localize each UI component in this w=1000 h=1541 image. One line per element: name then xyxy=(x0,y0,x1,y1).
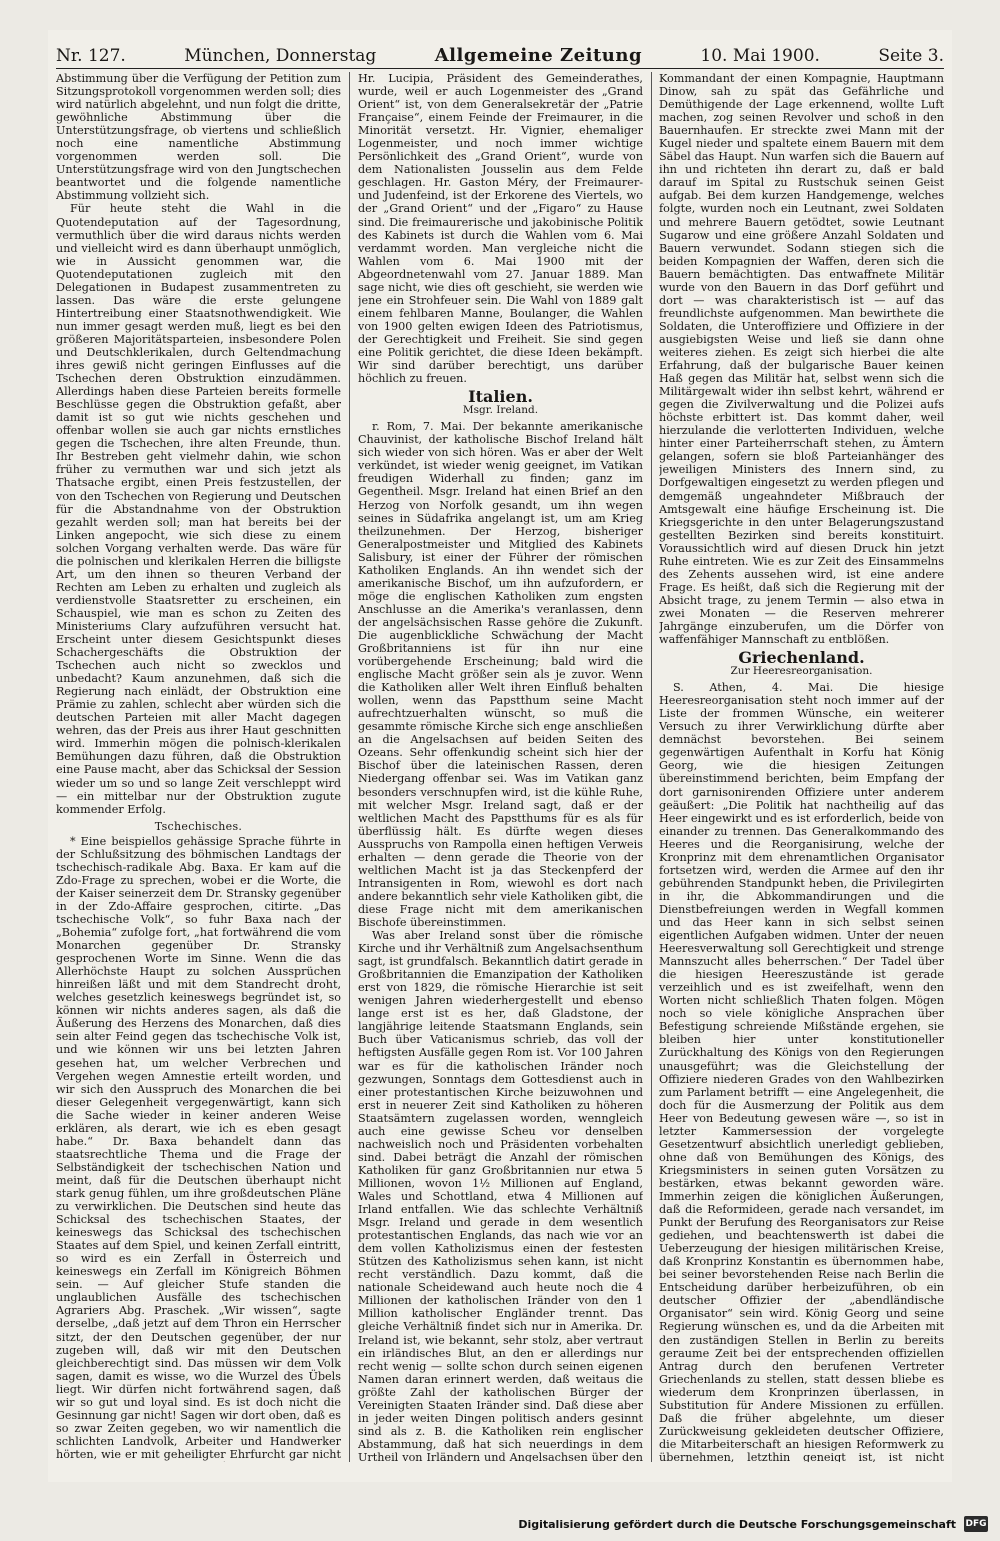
footer xyxy=(0,1518,1000,1532)
issue-number: Nr. 127. xyxy=(56,46,126,66)
section-subheading: Zur Heeresreorganisation. xyxy=(730,665,873,678)
issue-date: 10. Mai 1900. xyxy=(700,46,820,66)
dfg-logo: DFG xyxy=(964,1516,988,1532)
section-heading: Griechenland. xyxy=(738,648,865,668)
column-rule xyxy=(651,72,652,1462)
section-heading: Italien. xyxy=(468,387,533,407)
column-3 xyxy=(659,72,944,1462)
article-subheading: Tschechisches. xyxy=(154,819,243,833)
paragraph: S. Athen, 4. Mai. Die hiesige Heeresreorganisation steht noch immer auf der Liste der frommen Wünsche, ein weiterer Versuch zu ihrer Verwirklichung dürfte aber demnächst bevorstehen. Bei seinem gegenwärtigen Aufenthalt in Korfu hat König Georg, wie die hiesigen Zeitungen übereinstimmend berichten, beim Empfang der dort garnisonirenden Offiziere unter anderem geäußert: „Die Politik hat nachtheilig auf das Heer eingewirkt und es ist erforderlich, beide von einander zu trennen. Das Generalkommando des Heeres und die Reorganisirung, welche der Kronprinz mit dem ehrenamtlichen Organisator fortsetzen wird, werden die Armee auf den ihr gebührenden Standpunkt heben, die Privilegirten in ihr, die Abkommandirungen und die Dienstbefreiungen werden in Wegfall kommen und das Heer kann in sich selbst seinen eigentlichen Aufgaben widmen. Unter der neuen Heeresverwaltung soll Gerechtigkeit und strenge Mannszucht alles beherrschen.“ Der Tadel über die hiesigen Heereszustände ist gerade verzeihlich und es ist zweifelhaft, wenn den Worten nicht schließlich Thaten folgen. Mögen noch so viele königliche Ansprachen über Befestigung schreiende Mißstände ergehen, sie bleiben hier unter konstitutioneller Zurückhaltung des Königs von den Regierungen unausgeführt; was die Gleichstellung der Offiziere niederen Grades von den Wahlbezirken zum Parlament betrifft — eine Angelegenheit, die doch für die Ausmerzung der Politik aus dem Heer von Bedeutung gewesen wäre —, so ist in letzter Kammersession der vorgelegte Gesetzentwurf absichtlich unerledigt geblieben, ohne daß von Bemühungen des Königs, des Kriegsministers in seinen guten Vorsätzen zu bestärken, etwas bekannt geworden wäre. Immerhin zeigen die königlichen Äußerungen, daß die Reformideen, gerade nach versandet, im Punkt der Berufung des Reorganisators zur Reise gediehen, und beachtenswerth ist dabei die Ueberzeugung der hiesigen militärischen Kreise, daß Kronprinz Konstantin es übernommen habe, bei seiner bevorstehenden Reise nach Berlin die Entscheidung darüber herbeizuführen, ob ein deutscher Offizier der „abendländische Organisator“ sein wird. König Georg und seine Regierung wünschen es, und da die Arbeiten mit den zuständigen Stellen in Berlin zu bereits geraume Zeit bei der entsprechenden offiziellen Antrag durch den berufenen Vertreter Griechenlands zu stellen, statt dessen bliebe es wiederum dem Kronprinzen überlassen, in Substitution für Andere Missionen zu erfüllen. Daß die früher abgelehnte, um dieser Zurückweisung gekleideten deutscher Offiziere, die Mitarbeiterschaft an hiesigen Reformwerk zu übernehmen, letzthin geneigt ist, ist nicht xyxy=(659,681,944,1462)
place-date: München, Donnerstag xyxy=(184,46,377,66)
paragraph: * Eine beispiellos gehässige Sprache führte in der Schlußsitzung des böhmischen Landtags der tschechisch-radikale Abg. Baxa. Er kam auf die Zdo-Frage zu sprechen, wobei er die Worte, die der Kaiser seinerzeit dem Dr. Stransky gegenüber in der Zdo-Affaire gesprochen, citirte. „Das tschechische Volk“, so fuhr Baxa nach der „Bohemia“ zufolge fort, „hat fortwährend die vom Monarchen gegenüber Dr. Stransky gesprochenen Worte im Sinne. Wenn die das Allerhöchste Haupt zu solchen Aussprüchen hinreißen läßt und mit dem Standrecht droht, welches gesetzlich keineswegs begründet ist, so können wir nichts anderes sagen, als daß die Äußerung des Herzens des Monarchen, daß dies sein alter Feind gegen das tschechische Volk ist, und wie können wir uns bei letzten Jahren gesehen hat, um welcher Verbrechen und Vergehen wegen Amnestie erteilt worden, und wir sich den Ausspruch des Monarchen die bei dieser Gelegenheit vergegenwärtigt, kann sich die Sache wieder in keiner anderen Weise erklären, als derart, wie ich es eben gesagt habe.“ Dr. Baxa behandelt dann das staatsrechtliche Thema und die Frage der Selbständigkeit der tschechischen Nation und meint, daß für die Deutschen überhaupt nicht stark genug fühlen, um ihre großdeutschen Pläne zu verwirklichen. Die Deutschen sind heute das Schicksal des tschechischen Staates, der keineswegs das Schicksal des tschechischen Staates auf dem Spiel, und keinen Zerfall eintritt, so wird es ein Zerfall in Österreich und keineswegs ein Zerfall im Königreich Böhmen sein. — Auf gleicher Stufe standen die unglaublichen Ausfälle des tschechischen Agrariers Abg. Praschek. „Wir wissen“, sagte derselbe, „daß jetzt auf dem Thron ein Herrscher sitzt, der den Deutschen gegenüber, der nur zugeben will, daß wir mit den Deutschen gleichberechtigt sind. Das müssen wir dem Volk sagen, damit es wisse, wo die Wurzel des Übels liegt. Wir dürfen nicht fortwährend sagen, daß wir so gut und loyal sind. Es ist doch nicht die Gesinnung gar nicht! Sagen wir dort oben, daß es so zwar Zeiten gegeben, wo wir namentlich die schlichten Landvolk, Arbeiter und Handwerker hörten, wie er mit geheiligter Ehrfurcht gar nicht xyxy=(56,834,341,1461)
paragraph: Abstimmung über die Verfügung der Petition zum Sitzungsprotokoll vorgenommen werden soll; dies wird natürlich abgelehnt, und nun folgt die dritte, gewöhnliche Abstimmung über die Unterstützungsfrage, ob viertens und schließlich noch eine namentliche Abstimmung vorgenommen werden soll. Die Unterstützungsfrage wird von den Jungtschechen beantwortet und die folgende namentliche Abstimmung vollzieht sich. xyxy=(56,72,341,203)
funding-note: Digitalisierung gefördert durch die Deutsche Forschungsgemeinschaft xyxy=(518,1518,956,1531)
column-1 xyxy=(56,72,341,1462)
running-head xyxy=(56,40,944,69)
paragraph: Hr. Lucipia, Präsident des Gemeinderathes, wurde, weil er auch Logenmeister des „Grand Orient“ ist, von dem Generalsekretär der „Patrie Française“, einem Feinde der Freimaurer, in die Minorität versetzt. Hr. Vignier, ehemaliger Logenmeister, und noch immer wichtige Persönlichkeit des „Grand Orient“, wurde von dem Nationalisten Jousselin aus dem Felde geschlagen. Hr. Gaston Méry, der Freimaurer- und Judenfeind, ist der Erkorene des Viertels, wo der „Grand Orient“ und der „Figaro“ zu Hause sind. Die freimaurerische und jakobinische Politik des Kabinets ist durch die Wahlen vom 6. Mai verdammt worden. Man vergleiche nicht die Wahlen vom 6. Mai 1900 mit der Abgeordnetenwahl vom 27. Januar 1889. Man sage nicht, wie dies oft geschieht, sie werden wie jene ein Strohfeuer sein. Die Wahl von 1889 galt einem fehlbaren Manne, Boulanger, die Wahlen von 1900 gelten ewigen Ideen des Patriotismus, der Gerechtigkeit und Freiheit. Sie sind gegen eine Politik gerichtet, die diese Ideen bekämpft. Wir sind darüber berechtigt, uns darüber höchlich zu freuen. xyxy=(358,72,643,386)
paragraph: r. Rom, 7. Mai. Der bekannte amerikanische Chauvinist, der katholische Bischof Ireland hält sich wieder von sich hören. Was er aber der Welt verkündet, ist wieder wenig geeignet, im Vatikan freudigen Widerhall zu finden; ganz im Gegentheil. Msgr. Ireland hat einen Brief an den Herzog von Norfolk gesandt, um ihn wegen seines in Südafrika angelangt ist, um am Krieg theilzunehmen. Der Herzog, bisheriger Generalpostmeister und Mitglied des Kabinets Salisbury, ist einer der Führer der römischen Katholiken Englands. An ihn wendet sich der amerikanische Bischof, um ihn aufzufordern, er möge die englischen Katholiken zum engsten Anschlusse an die Amerika's veranlassen, denn der angelsächsischen Rasse gehöre die Zukunft. Die augenblickliche Schwächung der Macht Großbritanniens ist für ihn nur eine vorübergehende Erscheinung; bald wird die englische Macht größer sein als je zuvor. Wenn die Katholiken aller Welt ihren Einfluß behalten wollen, wenn das Papstthum seine Macht aufrechtzuerhalten wünscht, so muß die gesammte römische Kirche sich enge anschließen an die Angelsachsen auf beiden Seiten des Ozeans. Sehr offenkundig scheint sich hier der Bischof über die lateinischen Rassen, deren Niedergang offenbar sei. Was im Vatikan ganz besonders verschnupfen wird, ist die kühle Ruhe, mit welcher Msgr. Ireland sagt, daß er der weltlichen Macht des Papstthums für es als für überflüssig hält. Es dürfte wegen dieses Ausspruchs von Rampolla einen heftigen Verweis erhalten — denn gerade die Theorie von der weltlichen Macht ist ja das Steckenpferd der Intransigenten in Rom, wiewohl es dort nach andere bekanntlich sehr viele Katholiken gibt, die diese Frage nicht mit dem amerikanischen Bischofe übereinstimmen. xyxy=(358,420,643,929)
paragraph: Was aber Ireland sonst über die römische Kirche und ihr Verhältniß zum Angelsachsenthum sagt, ist grundfalsch. Bekanntlich datirt gerade in Großbritannien die Emanzipation der Katholiken erst von 1829, die römische Hierarchie ist seit wenigen Jahren wiederhergestellt und ebenso lange erst ist es her, daß Gladstone, der langjährige leitende Staatsmann Englands, sein Buch über Vaticanismus schrieb, das voll der heftigsten Ausfälle gegen Rom ist. Vor 100 Jahren war es für die katholischen Iränder noch gezwungen, Sonntags dem Gottesdienst auch in einer protestantischen Kirche beizuwohnen und erst in neuerer Zeit sind Katholiken zu höheren Staatsämtern zugelassen worden, wenngleich auch eine gewisse Scheu vor denselben nachweislich noch und Präsidenten vorbehalten sind. Dabei beträgt die Anzahl der römischen Katholiken für ganz Großbritannien nur etwa 5 Millionen, wovon 1½ Millionen auf England, Wales und Schottland, etwa 4 Millionen auf Irland entfallen. Wie das schlechte Verhältniß Msgr. Ireland und gerade in dem wesentlich protestantischen Englands, das nach wie vor an dem vollen Katholizismus einen der festesten Stützen des Katholizismus sehen kann, ist nicht recht verständlich. Dazu kommt, daß die nationale Scheidewand auch heute noch die 4 Millionen der katholischen Iränder von den 1 Million katholischer Engländer trennt. Das gleiche Verhältniß findet sich nur in Amerika. Dr. Ireland ist, wie bekannt, sehr stolz, aber vertraut ein irländisches Blut, an den er allerdings nur recht wenig — sollte schon durch seinen eigenen Namen daran erinnert werden, daß weitaus die größte Zahl der katholischen Bürger der Vereinigten Staaten Iränder sind. Daß diese aber in jeder weiten Dingen politisch anders gesinnt sind als z. B. die Katholiken rein englischer Abstammung, daß hat sich neuerdings in dem Urtheil von Irländern und Angelsachsen über den xyxy=(358,929,643,1462)
paragraph: Kommandant der einen Kompagnie, Hauptmann Dinow, sah zu spät das Gefährliche und Demüthigende der Lage erkennend, wollte Luft machen, zog seinen Revolver und schoß in den Bauernhaufen. Er streckte zwei Mann mit der Kugel nieder und spaltete einem Bauern mit dem Säbel das Haupt. Nun warfen sich die Bauern auf ihn und richteten ihn derart zu, daß er bald darauf im Spital zu Rustschuk seinen Geist aufgab. Bei dem kurzen Handgemenge, welches folgte, wurden noch ein Leutnant, zwei Soldaten und mehrere Bauern getödtet, sowie Leutnant Sugarow und eine größere Anzahl Soldaten und Bauern verwundet. Sodann stiegen sich die beiden Kompagnien der Waffen, deren sich die Bauern bemächtigten. Das entwaffnete Militär wurde von den Bauern in das Dorf geführt und dort — was charakteristisch ist — auf das freundlichste aufgenommen. Man bewirthete die Soldaten, die Unteroffiziere und Offiziere in der ausgiebigsten Weise und ließ sie dann ohne weiteres ziehen. Es zeigt sich hierbei die alte Erfahrung, daß der bulgarische Bauer keinen Haß gegen das Militär hat, selbst wenn sich die Militärgewalt wider ihn selbst kehrt, während er gegen die Zivilverwaltung und die Polizei aufs höchste erbittert ist. Das kommt daher, weil hierzulande die verlotterten Individuen, welche hinter einer Parteiherrschaft stehen, zu Ämtern gelangen, sofern sie bloß Parteianhänger des jeweiligen Ministers des Innern sind, zu Dorfgewaltigen eingesetzt zu werden pflegen und demgemäß ungeahndeter Mißbrauch der Amtsgewalt eine häufige Erscheinung ist. Die Kriegsgerichte in den unter Belagerungszustand gestellten Bezirken sind bereits konstituirt. Voraussichtlich wird auf diesen Druck hin jetzt Ruhe eintreten. Wie es zur Zeit des Einsammelns des Zehents aussehen wird, ist eine andere Frage. Es heißt, daß sich die Regierung mit der Absicht trage, zu jenem Termin — also etwa in zwei Monaten — die Reserven mehrerer Jahrgänge einzuberufen, um die Dörfer von waffenfähiger Mannschaft zu entblößen. xyxy=(659,72,944,647)
newspaper-title: Allgemeine Zeitung xyxy=(434,45,643,66)
paragraph: Für heute steht die Wahl in die Quotendeputation auf der Tagesordnung, vermuthlich über die wird daraus nichts werden und vielleicht wird es dann überhaupt unmöglich, wie in Aussicht genommen war, die Quotendeputationen zugleich mit den Delegationen in Budapest zusammentreten zu lassen. Das wäre die erste gelungene Hintertreibung einer Staatsnothwendigkeit. Wie nun immer gesagt werden muß, liegt es bei den größeren Majoritätsparteien, insbesondere Polen und Deutschklerikalen, durch Geltendmachung ihres gewiß nicht geringen Einflusses auf die Tschechen deren Obstruktion einzudämmen. Allerdings haben diese Parteien bereits formelle Beschlüsse gegen die Obstruktion gefaßt, aber damit ist so gut wie nichts geschehen und offenbar wollen sie auch gar nichts ernstliches gegen die Tschechen, ihre alten Freunde, thun. Ihr Bestreben geht vielmehr dahin, wie schon früher zu vermuthen war und sich jetzt als Thatsache ergibt, einen Preis festzustellen, der von den Tschechen von Regierung und Deutschen für die Abstandnahme von der Obstruktion gezahlt werden soll; man hat bereits bei der Linken angepocht, wie sich diese zu einem solchen Vorgang verhalten werde. Das wäre für die polnischen und klerikalen Herren die billigste Art, um den ihnen so theuren Verband der Rechten am Leben zu erhalten und zugleich als verdienstvolle Staatsretter zu erscheinen, ein Schauspiel, wie man es schon zu Zeiten des Ministeriums Clary aufzuführen versucht hat. Erscheint unter diesem Gesichtspunkt dieses Schachergeschäfts die Obstruktion der Tschechen auch nicht so zwecklos und unbedacht? Kaum anzunehmen, daß sich die Regierung nach einlädt, der Obstruktion eine Prämie zu zahlen, schlecht aber würden sich die deutschen Parteien mit aller Macht dagegen wehren, das der Preis aus ihrer Haut geschnitten wird. Immerhin mögen die polnisch-klerikalen Bemühungen dazu führen, daß die Obstruktion eine Pause macht, aber das Schicksal der Session wieder um so und so lange Zeit verschleppt wird — ein mittelbar nur der Obstruktion zugute kommender Erfolg. xyxy=(56,202,341,816)
column-2 xyxy=(358,72,643,1462)
column-rule xyxy=(349,72,350,1462)
section-subheading: Msgr. Ireland. xyxy=(462,404,539,417)
page-number: Seite 3. xyxy=(878,46,944,66)
